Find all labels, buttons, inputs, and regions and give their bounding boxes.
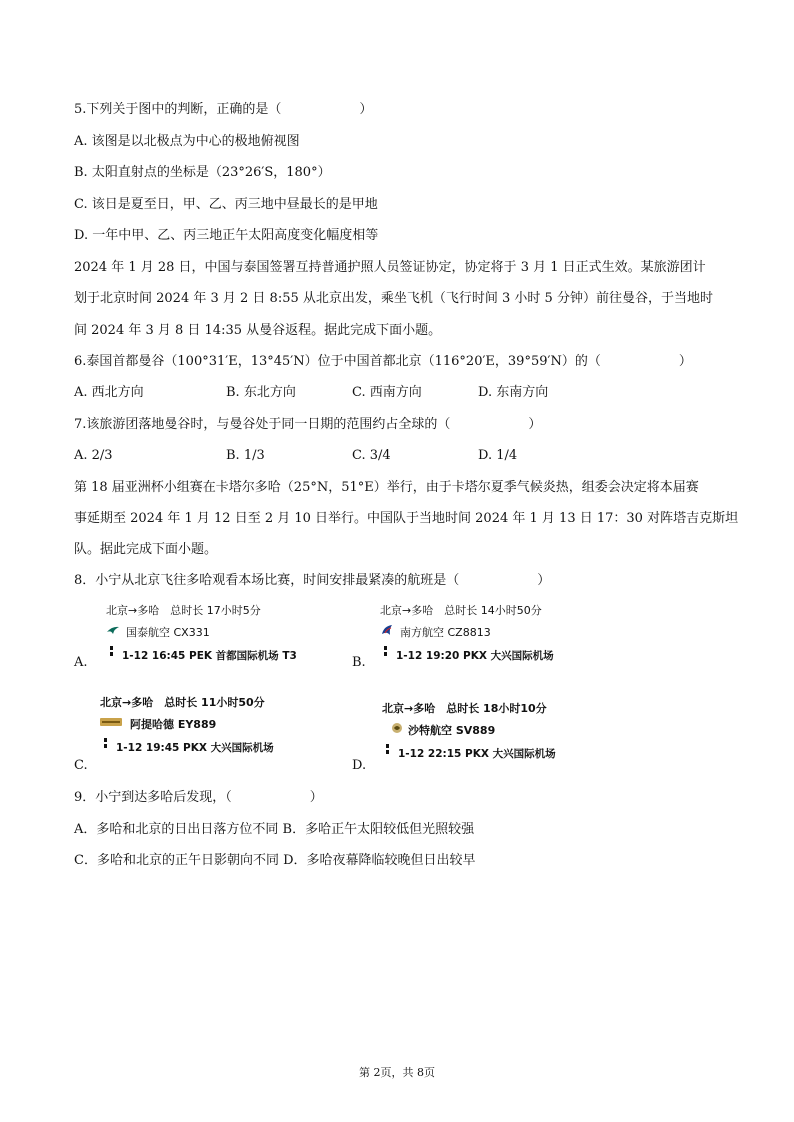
- q5-option-d: D. 一年中甲、乙、丙三地正午太阳高度变化幅度相等: [74, 228, 379, 243]
- flight-dots: [384, 646, 387, 660]
- q5-option-c: C. 该日是夏至日，甲、乙、丙三地中昼最长的是甲地: [74, 197, 378, 212]
- flight-option-d: [382, 700, 602, 770]
- china-southern-logo-icon: [380, 624, 394, 636]
- flight-airline: 南方航空 CZ8813: [400, 626, 491, 639]
- flight-option-a: [106, 602, 336, 672]
- q8-stem: 8．小宁从北京飞往多哈观看本场比赛，时间安排最紧凑的航班是（ ）: [74, 573, 551, 588]
- q5-option-a: A. 该图是以北极点为中心的极地俯视图: [74, 134, 300, 149]
- q6-stem: 6.泰国首都曼谷（100°31′E，13°45′N）位于中国首都北京（116°20′E，39°59′N）的（ ）: [74, 354, 692, 369]
- flight-route: 北京→多哈 总时长 14小时50分: [380, 604, 542, 617]
- flight-option-b: [380, 602, 600, 672]
- q7-option-d: D. 1/4: [478, 448, 518, 463]
- q7-stem: 7.该旅游团落地曼谷时，与曼谷处于同一日期的范围约占全球的（ ）: [74, 417, 542, 432]
- passage1-line: 2024 年 1 月 28 日，中国与泰国签署互持普通护照人员签证协定，协定将于 3 月 1 日正式生效。某旅游团计: [74, 260, 706, 275]
- q6-option-c: C. 西南方向: [352, 385, 422, 400]
- q9-options-row: A．多哈和北京的日出日落方位不同 B．多哈正午太阳较低但光照较强: [74, 822, 475, 837]
- passage2-line: 队。据此完成下面小题。: [74, 542, 218, 557]
- q9-options-row: C．多哈和北京的正午日影朝向不同 D．多哈夜幕降临较晚但日出较早: [74, 853, 476, 868]
- q7-option-c: C. 3/4: [352, 448, 391, 463]
- passage1-line: 间 2024 年 3 月 8 日 14:35 从曼谷返程。据此完成下面小题。: [74, 323, 442, 338]
- page-footer: 第 2页，共 8页: [359, 1066, 435, 1079]
- passage1-line: 划于北京时间 2024 年 3 月 2 日 8:55 从北京出发，乘坐飞机（飞行时间 3 小时 5 分钟）前往曼谷，于当地时: [74, 291, 713, 306]
- q5-option-b: B. 太阳直射点的坐标是（23°26′S，180°）: [74, 165, 331, 180]
- q9-stem: 9．小宁到达多哈后发现，（ ）: [74, 790, 323, 805]
- q6-option-a: A. 西北方向: [74, 385, 144, 400]
- q7-option-b: B. 1/3: [226, 448, 265, 463]
- flight-schedule: 1-12 22:15 PKX 大兴国际机场: [398, 748, 556, 760]
- etihad-logo-icon: [100, 716, 122, 728]
- flight-airline: 国泰航空 CX331: [126, 626, 210, 639]
- exam-page: 5.下列关于图中的判断，正确的是（ ） A. 该图是以北极点为中心的极地俯视图 B. 太阳直射点的坐标是（23°26′S，180°） C. 该日是夏至日，甲、乙、丙三地中昼最长的是甲地 D. 一年中甲、乙、丙三地正午太阳高度变化幅度相等 2024 年 1 月 28 日，中国与泰国签署互持普通护照人员签证协定，协定将于 3 月 1 日正式生效。某旅游团计 划于北京时间 2024 年 3 月 2 日 8:55 从北京出发，乘坐飞机（飞行时间 3 小时 5 分钟）前往曼谷，于当地时 间 2024 年 3 月 8 日 14:35 从曼谷返程。据此完成下面小题。 6.泰国首都曼谷（100°31′E，13°45′N）位于中国首都北京（116°20′E，39°59′N）的（ ） A. 西北方向 B. 东北方向 C. 西南方向 D. 东南方向 7.该旅游团落地曼谷时，与曼谷处于同一日期的范围约占全球的（ ） A. 2/3 B. 1/3 C. 3/4 D. 1/4 第 18 届亚洲杯小组赛在卡塔尔多哈（25°N，51°E）举行，由于卡塔尔夏季气候炎热，组委会决定将本届赛 事延期至 2024 年 1 月 12 日至 2 月 10 日举行。中国队于当地时间 2024 年 1 月 13 日 17：30 对阵塔吉克斯坦 队。据此完成下面小题。 8．小宁从北京飞往多哈观看本场比赛，时间安排最紧凑的航班是（ ） 北京→多哈 总时长 17小时5分 国泰航空 CX331 1-12 16:45 PEK 首都国际机场 T3 A. 北京→多哈 总时长 14小时50分 南方航空 CZ8813 1-12 19:20 PKX 大兴国际机场 B. 北京→多哈 总时长 11小时50分 阿提哈德 EY889 1-12 19:45 PKX 大兴国际机场 C. 北京→多哈 总时长 18小时10分 沙特航空 SV889 1-12 22:15 PKX 大兴国际机场 D. 9．小宁到达多哈后发现，（ ） A．多哈和北京的日出日落方位不同 B．多哈正午太阳较低但光照较强 C．多哈和北京的正午日影朝向不同 D．多哈夜幕降临较晚但日出较早 第 2页，共 8页: [0, 0, 794, 1122]
- flight-schedule: 1-12 19:20 PKX 大兴国际机场: [396, 650, 554, 662]
- flight-airline: 沙特航空 SV889: [408, 724, 496, 737]
- q6-option-d: D. 东南方向: [478, 385, 549, 400]
- flight-dots: [110, 646, 113, 660]
- flight-route: 北京→多哈 总时长 11小时50分: [100, 696, 265, 709]
- q7-option-a: A. 2/3: [74, 448, 113, 463]
- flight-dots: [386, 744, 389, 758]
- saudia-logo-icon: [390, 722, 404, 734]
- passage2-line: 第 18 届亚洲杯小组赛在卡塔尔多哈（25°N，51°E）举行，由于卡塔尔夏季气候炎热，组委会决定将本届赛: [74, 480, 699, 495]
- flight-route: 北京→多哈 总时长 18小时10分: [382, 702, 547, 715]
- flight-schedule: 1-12 19:45 PKX 大兴国际机场: [116, 742, 274, 754]
- flight-airline: 阿提哈德 EY889: [130, 718, 217, 731]
- flight-route: 北京→多哈 总时长 17小时5分: [106, 604, 261, 617]
- passage2-line: 事延期至 2024 年 1 月 12 日至 2 月 10 日举行。中国队于当地时间 2024 年 1 月 13 日 17：30 对阵塔吉克斯坦: [74, 511, 739, 526]
- q5-stem: 5.下列关于图中的判断，正确的是（ ）: [74, 102, 373, 117]
- q6-option-b: B. 东北方向: [226, 385, 296, 400]
- flight-schedule: 1-12 16:45 PEK 首都国际机场 T3: [122, 650, 297, 662]
- flight-dots: [104, 738, 107, 752]
- flight-option-c: [100, 694, 340, 764]
- cathay-logo-icon: [106, 624, 120, 636]
